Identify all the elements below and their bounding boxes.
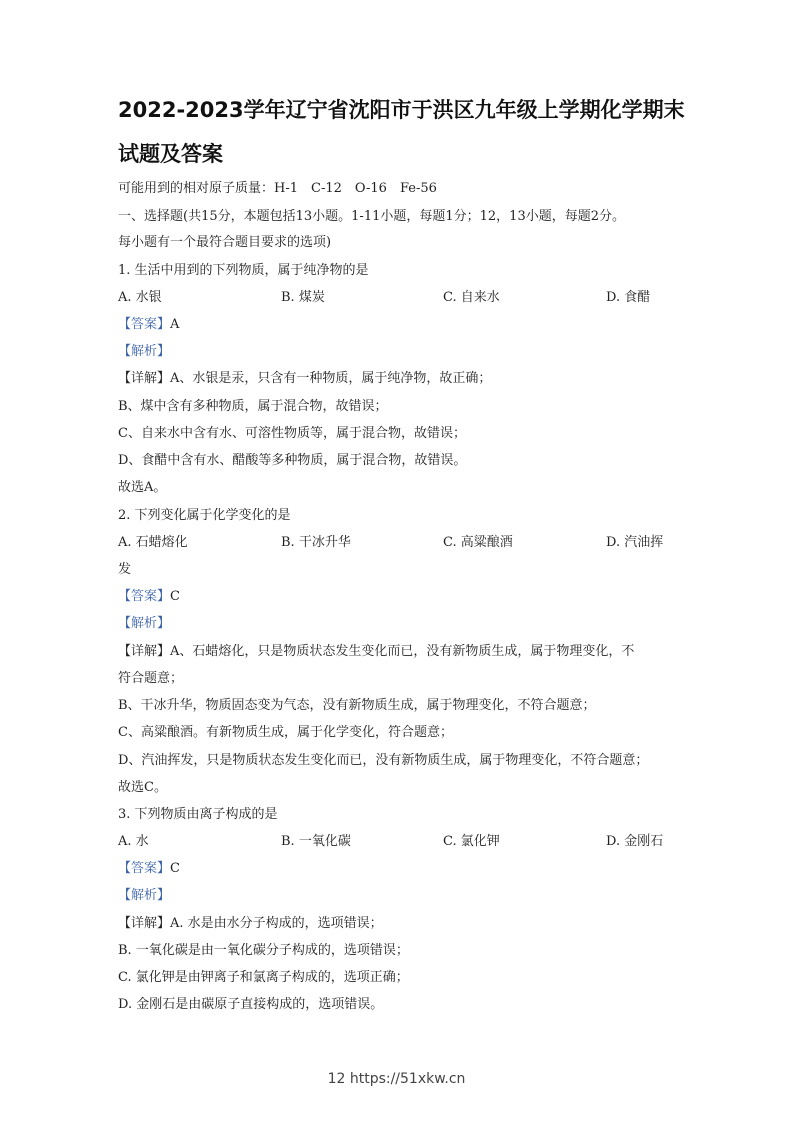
detail-tag: 【详解】: [118, 916, 171, 931]
answer-value: A: [170, 317, 180, 332]
answer-tag: 【答案】: [118, 317, 171, 332]
question-2-detail-d: D、汽油挥发，只是物质状态发生变化而已，没有新物质生成，属于物理变化，不符合题意；: [118, 753, 649, 768]
question-1-analysis: [118, 343, 170, 361]
detail-text: A. 水是由水分子构成的，选项错误；: [170, 916, 383, 931]
answer-value: C: [170, 861, 180, 876]
question-3-option-a: A. 水: [118, 834, 149, 849]
section-heading-line2: 每小题有一个最符合题目要求的选项): [118, 235, 332, 250]
question-3-option-b: B. 一氧化碳: [281, 834, 351, 849]
question-2-stem: 2. 下列变化属于化学变化的是: [118, 508, 291, 523]
question-1-answer: [118, 316, 179, 334]
analysis-tag: 【解析】: [118, 344, 171, 359]
answer-tag: 【答案】: [118, 861, 171, 876]
question-2-detail-a-wrap: 符合题意；: [118, 671, 184, 686]
question-3-detail-d: D. 金刚石是由碳原子直接构成的，选项错误。: [118, 997, 384, 1012]
question-1-option-d: D. 食醋: [606, 290, 651, 305]
question-2-option-b: B. 干冰升华: [281, 535, 351, 550]
question-3-detail-c: C. 氯化钾是由钾离子和氯离子构成的，选项正确；: [118, 970, 409, 985]
question-3-stem: 3. 下列物质由离子构成的是: [118, 807, 278, 822]
question-3-option-c: C. 氯化钾: [443, 834, 500, 849]
question-2-option-a: A. 石蜡熔化: [118, 535, 188, 550]
question-1-detail-b: B、煤中含有多种物质，属于混合物，故错误；: [118, 399, 388, 414]
question-2-option-d-wrap: 发: [118, 562, 132, 577]
answer-value: C: [170, 589, 180, 604]
question-2-conclusion: 故选C。: [118, 780, 167, 795]
question-3-option-d: D. 金刚石: [606, 834, 664, 849]
question-1-option-b: B. 煤炭: [281, 290, 325, 305]
analysis-tag: 【解析】: [118, 888, 171, 903]
atomic-mass-note: 可能用到的相对原子质量：H-1 C-12 O-16 Fe-56: [118, 181, 437, 196]
question-2-option-d: D. 汽油挥: [606, 535, 664, 550]
detail-tag: 【详解】: [118, 371, 171, 386]
detail-text: A、石蜡熔化，只是物质状态发生变化而已，没有新物质生成，属于物理变化，不: [170, 644, 635, 659]
question-1-option-c: C. 自来水: [443, 290, 500, 305]
detail-text: A、水银是汞，只含有一种物质，属于纯净物，故正确；: [170, 371, 492, 386]
question-3-detail-a: [118, 915, 383, 933]
question-1-detail-d: D、食醋中含有水、醋酸等多种物质，属于混合物，故错误。: [118, 453, 467, 468]
question-2-option-c: C. 高粱酿酒: [443, 535, 513, 550]
question-1-detail-c: C、自来水中含有水、可溶性物质等，属于混合物，故错误；: [118, 426, 466, 441]
question-2-detail-b: B、干冰升华，物质固态变为气态，没有新物质生成，属于物理变化，不符合题意；: [118, 698, 596, 713]
question-3-detail-b: B. 一氧化碳是由一氧化碳分子构成的，选项错误；: [118, 943, 409, 958]
question-2-detail-c: C、高粱酿酒。有新物质生成，属于化学变化，符合题意；: [118, 725, 453, 740]
answer-tag: 【答案】: [118, 589, 171, 604]
section-heading-line1: 一、选择题(共15分，本题包括13小题。1-11小题，每题1分；12，13小题，每题2分。: [118, 209, 625, 224]
detail-tag: 【详解】: [118, 644, 171, 659]
question-1-conclusion: 故选A。: [118, 480, 167, 495]
question-1-option-a: A. 水银: [118, 290, 162, 305]
analysis-tag: 【解析】: [118, 616, 171, 631]
question-2-answer: [118, 588, 180, 606]
question-2-detail-a: [118, 643, 634, 661]
question-1-stem: 1. 生活中用到的下列物质，属于纯净物的是: [118, 263, 369, 278]
question-3-answer: [118, 860, 180, 878]
page-footer: 12 https://51xkw.cn: [327, 1071, 466, 1087]
question-1-detail-a: [118, 370, 491, 388]
question-2-analysis: [118, 615, 170, 633]
question-3-analysis: [118, 887, 170, 905]
page-title: 2022-2023学年辽宁省沈阳市于洪区九年级上学期化学期末试题及答案: [118, 98, 685, 166]
